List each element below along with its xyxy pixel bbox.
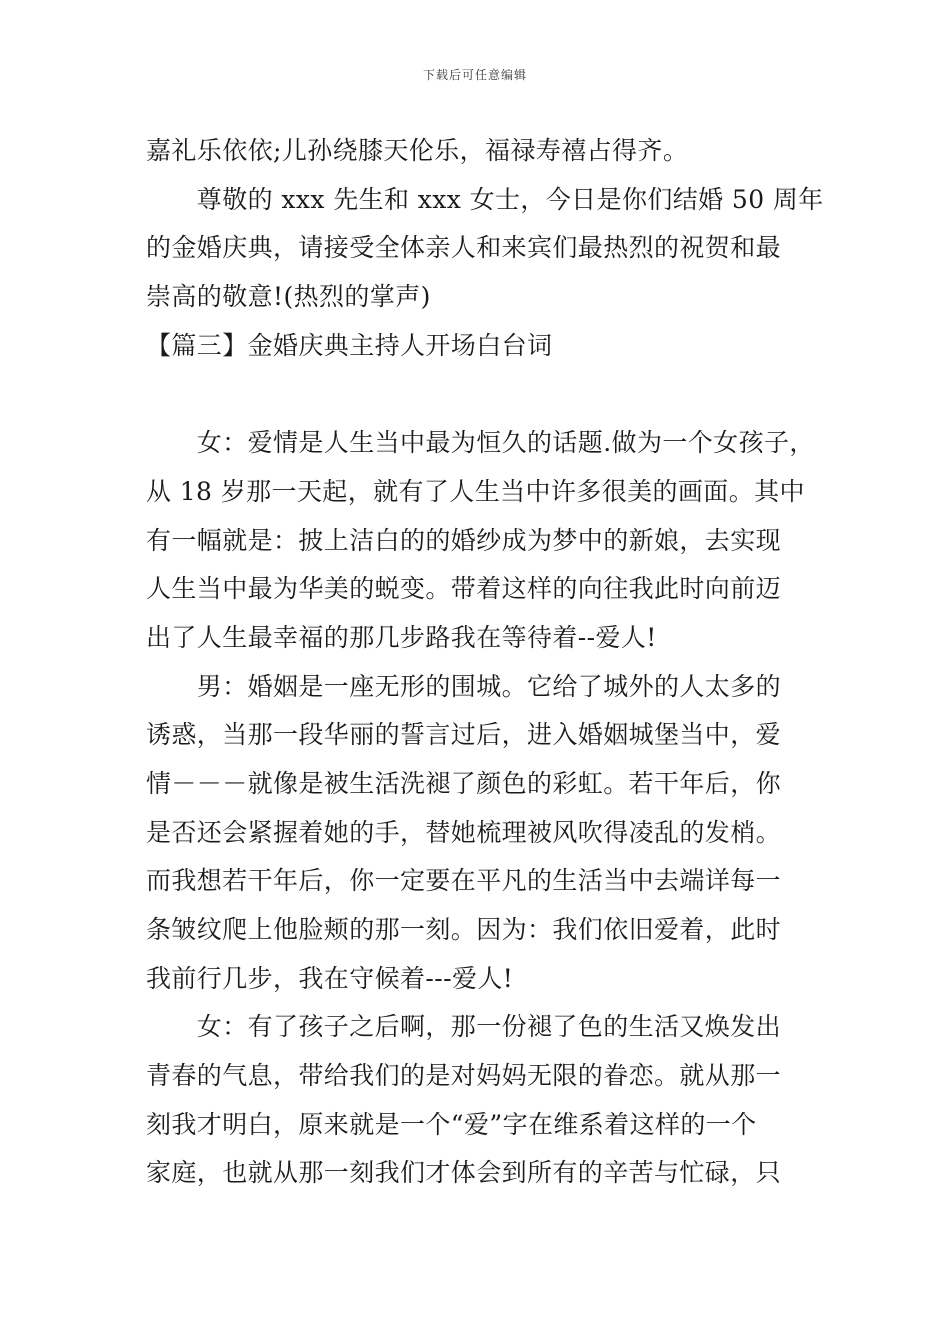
- text-line: 而我想若干年后，你一定要在平凡的生活当中去端详每一: [146, 866, 782, 896]
- text-line: 家庭，也就从那一刻我们才体会到所有的辛苦与忙碌，只: [146, 1158, 782, 1188]
- text-line: 我前行几步，我在守候着---爱人!: [146, 963, 514, 993]
- text-line: 诱惑，当那一段华丽的誓言过后，进入婚姻城堡当中，爱: [146, 720, 782, 750]
- text-line: 男：婚姻是一座无形的围城。它给了城外的人太多的: [146, 671, 782, 701]
- text-line: 有一幅就是：披上洁白的的婚纱成为梦中的新娘，去实现: [146, 525, 782, 555]
- document-body: [146, 127, 836, 1198]
- text-line: 刻我才明白，原来就是一个“爱”字在维系着这样的一个: [146, 1109, 757, 1139]
- text-line: 人生当中最为华美的蜕变。带着这样的向往我此时向前迈: [146, 574, 782, 604]
- page-header: 下载后可任意编辑: [422, 68, 527, 82]
- text-line: 条皱纹爬上他脸颊的那一刻。因为：我们依旧爱着，此时: [146, 915, 782, 944]
- text-line: 女：爱情是人生当中最为恒久的话题.做为一个女孩子，: [146, 428, 815, 458]
- text-line: 嘉礼乐依依;儿孙绕膝天伦乐，福禄寿禧占得齐。: [146, 136, 689, 165]
- text-line: 青春的气息，带给我们的是对妈妈无限的眷恋。就从那一: [146, 1061, 782, 1091]
- text-line: 女：有了孩子之后啊，那一份褪了色的生活又焕发出: [146, 1012, 782, 1042]
- section-heading: 【篇三】金婚庆典主持人开场白台词: [146, 330, 553, 360]
- text-line: 的金婚庆典，请接受全体亲人和来宾们最热烈的祝贺和最: [146, 233, 782, 263]
- blank-line: [146, 370, 836, 419]
- text-line: 出了人生最幸福的那几步路我在等待着--爱人!: [146, 622, 657, 652]
- text-line: 从 18 岁那一天起，就有了人生当中许多很美的画面。其中: [146, 476, 805, 506]
- text-line: 情－－－就像是被生活洗褪了颜色的彩虹。若干年后，你: [146, 768, 782, 798]
- text-line: 崇高的敬意!(热烈的掌声): [146, 282, 431, 312]
- text-line: 是否还会紧握着她的手，替她梳理被风吹得凌乱的发梢。: [146, 817, 782, 847]
- text-line: 尊敬的 xxx 先生和 xxx 女士，今日是你们结婚 50 周年: [146, 184, 824, 214]
